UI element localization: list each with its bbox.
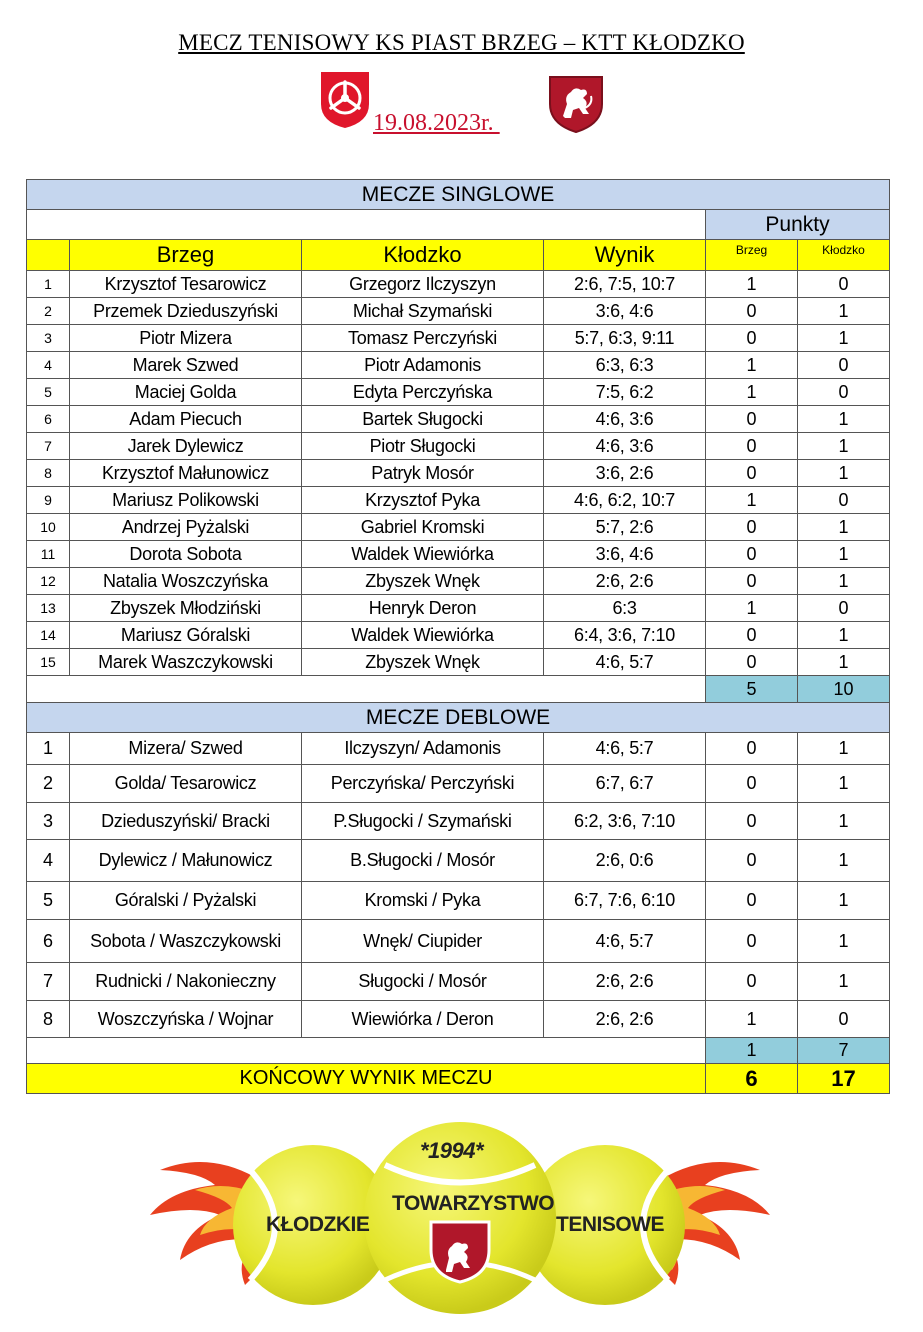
match-score: 6:3, 6:3	[544, 352, 706, 379]
table-row	[27, 1001, 890, 1038]
match-score: 6:3	[544, 595, 706, 622]
player-brzeg: Natalia Woszczyńska	[70, 568, 302, 595]
table-row	[27, 487, 890, 514]
logo-center-word: TOWARZYSTWO	[392, 1192, 555, 1215]
player-brzeg: Krzysztof Tesarowicz	[70, 271, 302, 298]
points-brzeg: 0	[706, 733, 798, 765]
points-klodzko: 1	[798, 541, 890, 568]
player-klodzko: Krzysztof Pyka	[302, 487, 544, 514]
match-score: 6:7, 6:7	[544, 765, 706, 803]
points-brzeg: 0	[706, 882, 798, 920]
player-klodzko: Gabriel Kromski	[302, 514, 544, 541]
row-number: 3	[27, 325, 70, 352]
player-brzeg: Dzieduszyński/ Bracki	[70, 803, 302, 840]
logo-year: *1994*	[420, 1138, 484, 1163]
match-score: 5:7, 6:3, 9:11	[544, 325, 706, 352]
player-klodzko: Michał Szymański	[302, 298, 544, 325]
player-klodzko: Piotr Sługocki	[302, 433, 544, 460]
player-brzeg: Piotr Mizera	[70, 325, 302, 352]
player-brzeg: Krzysztof Małunowicz	[70, 460, 302, 487]
klodzko-lion-crest-icon	[431, 1222, 489, 1282]
table-row	[27, 840, 890, 882]
player-klodzko: Waldek Wiewiórka	[302, 622, 544, 649]
match-score: 4:6, 5:7	[544, 733, 706, 765]
points-brzeg: 0	[706, 514, 798, 541]
singles-totals-blank	[27, 676, 706, 703]
points-klodzko: 0	[798, 487, 890, 514]
table-row	[27, 541, 890, 568]
points-brzeg: 1	[706, 595, 798, 622]
match-score: 2:6, 2:6	[544, 568, 706, 595]
points-brzeg: 1	[706, 487, 798, 514]
player-klodzko: Grzegorz Ilczyszyn	[302, 271, 544, 298]
points-klodzko: 1	[798, 568, 890, 595]
points-klodzko: 1	[798, 622, 890, 649]
doubles-totals-blank	[27, 1038, 706, 1064]
points-klodzko: 0	[798, 352, 890, 379]
points-klodzko: 1	[798, 406, 890, 433]
player-brzeg: Golda/ Tesarowicz	[70, 765, 302, 803]
table-row	[27, 568, 890, 595]
row-number: 9	[27, 487, 70, 514]
table-row	[27, 406, 890, 433]
player-klodzko: Zbyszek Wnęk	[302, 649, 544, 676]
doubles-total-klodzko: 7	[798, 1038, 890, 1064]
player-klodzko: Wiewiórka / Deron	[302, 1001, 544, 1038]
player-klodzko: Sługocki / Mosór	[302, 963, 544, 1001]
points-brzeg: 0	[706, 325, 798, 352]
row-number: 2	[27, 765, 70, 803]
player-klodzko: Perczyńska/ Perczyński	[302, 765, 544, 803]
player-brzeg: Mariusz Polikowski	[70, 487, 302, 514]
match-date: 19.08.2023r.	[373, 110, 500, 136]
klodzko-lion-crest-icon	[547, 74, 605, 134]
points-brzeg: 0	[706, 460, 798, 487]
player-brzeg: Zbyszek Młodziński	[70, 595, 302, 622]
player-brzeg: Maciej Golda	[70, 379, 302, 406]
column-header-brzeg: Brzeg	[70, 240, 302, 271]
column-header-score: Wynik	[544, 240, 706, 271]
row-number: 3	[27, 803, 70, 840]
points-brzeg: 0	[706, 765, 798, 803]
points-brzeg: 0	[706, 649, 798, 676]
table-row	[27, 595, 890, 622]
doubles-total-brzeg: 1	[706, 1038, 798, 1064]
match-score: 3:6, 4:6	[544, 298, 706, 325]
final-result-label: KOŃCOWY WYNIK MECZU	[27, 1064, 706, 1094]
player-brzeg: Przemek Dzieduszyński	[70, 298, 302, 325]
player-brzeg: Mizera/ Szwed	[70, 733, 302, 765]
player-klodzko: Wnęk/ Ciupider	[302, 920, 544, 963]
points-klodzko: 1	[798, 840, 890, 882]
player-brzeg: Rudnicki / Nakonieczny	[70, 963, 302, 1001]
final-score-brzeg: 6	[706, 1064, 798, 1094]
blank-cell	[27, 210, 706, 240]
results-table	[26, 179, 890, 1094]
row-number: 4	[27, 352, 70, 379]
table-row	[27, 803, 890, 840]
points-brzeg: 0	[706, 963, 798, 1001]
row-number: 15	[27, 649, 70, 676]
row-number: 4	[27, 840, 70, 882]
match-score: 3:6, 2:6	[544, 460, 706, 487]
column-header-points-klodzko: Kłodzko	[798, 240, 890, 271]
points-brzeg: 1	[706, 379, 798, 406]
match-score: 6:4, 3:6, 7:10	[544, 622, 706, 649]
table-row	[27, 271, 890, 298]
player-brzeg: Marek Szwed	[70, 352, 302, 379]
row-number: 14	[27, 622, 70, 649]
match-score: 4:6, 6:2, 10:7	[544, 487, 706, 514]
player-klodzko: Ilczyszyn/ Adamonis	[302, 733, 544, 765]
final-score-klodzko: 17	[798, 1064, 890, 1094]
points-klodzko: 1	[798, 733, 890, 765]
row-number: 12	[27, 568, 70, 595]
match-score: 3:6, 4:6	[544, 541, 706, 568]
player-klodzko: Patryk Mosór	[302, 460, 544, 487]
row-number: 5	[27, 379, 70, 406]
table-row	[27, 352, 890, 379]
table-row	[27, 963, 890, 1001]
points-brzeg: 0	[706, 568, 798, 595]
row-number: 8	[27, 460, 70, 487]
row-number: 6	[27, 920, 70, 963]
row-number: 6	[27, 406, 70, 433]
points-klodzko: 1	[798, 460, 890, 487]
match-score: 2:6, 2:6	[544, 1001, 706, 1038]
points-brzeg: 0	[706, 406, 798, 433]
player-klodzko: Kromski / Pyka	[302, 882, 544, 920]
singles-total-klodzko: 10	[798, 676, 890, 703]
player-brzeg: Dorota Sobota	[70, 541, 302, 568]
row-number: 11	[27, 541, 70, 568]
table-row	[27, 920, 890, 963]
match-score: 5:7, 2:6	[544, 514, 706, 541]
row-number: 2	[27, 298, 70, 325]
points-klodzko: 1	[798, 920, 890, 963]
match-score: 2:6, 2:6	[544, 963, 706, 1001]
player-brzeg: Jarek Dylewicz	[70, 433, 302, 460]
match-score: 6:7, 7:6, 6:10	[544, 882, 706, 920]
points-klodzko: 0	[798, 1001, 890, 1038]
column-header-points-brzeg: Brzeg	[706, 240, 798, 271]
table-row	[27, 649, 890, 676]
table-row	[27, 882, 890, 920]
points-klodzko: 1	[798, 433, 890, 460]
player-brzeg: Andrzej Pyżalski	[70, 514, 302, 541]
player-klodzko: Tomasz Perczyński	[302, 325, 544, 352]
points-klodzko: 1	[798, 649, 890, 676]
table-row	[27, 733, 890, 765]
player-klodzko: Piotr Adamonis	[302, 352, 544, 379]
match-score: 6:2, 3:6, 7:10	[544, 803, 706, 840]
table-row	[27, 622, 890, 649]
logo-left-word: KŁODZKIE	[266, 1213, 370, 1236]
player-brzeg: Dylewicz / Małunowicz	[70, 840, 302, 882]
table-row	[27, 298, 890, 325]
player-klodzko: Henryk Deron	[302, 595, 544, 622]
player-brzeg: Adam Piecuch	[70, 406, 302, 433]
points-brzeg: 1	[706, 271, 798, 298]
points-brzeg: 0	[706, 433, 798, 460]
points-brzeg: 0	[706, 622, 798, 649]
points-klodzko: 1	[798, 325, 890, 352]
points-brzeg: 0	[706, 920, 798, 963]
player-brzeg: Sobota / Waszczykowski	[70, 920, 302, 963]
player-brzeg: Woszczyńska / Wojnar	[70, 1001, 302, 1038]
piast-brzeg-crest-icon	[319, 70, 371, 130]
logo-right-word: TENISOWE	[556, 1213, 665, 1236]
match-score: 4:6, 5:7	[544, 920, 706, 963]
match-score: 4:6, 3:6	[544, 433, 706, 460]
points-klodzko: 0	[798, 379, 890, 406]
points-brzeg: 0	[706, 298, 798, 325]
number-header	[27, 240, 70, 271]
points-brzeg: 0	[706, 803, 798, 840]
doubles-section-title: MECZE DEBLOWE	[27, 703, 890, 733]
match-score: 7:5, 6:2	[544, 379, 706, 406]
points-klodzko: 1	[798, 298, 890, 325]
player-brzeg: Mariusz Góralski	[70, 622, 302, 649]
column-header-klodzko: Kłodzko	[302, 240, 544, 271]
points-klodzko: 0	[798, 271, 890, 298]
player-brzeg: Marek Waszczykowski	[70, 649, 302, 676]
row-number: 13	[27, 595, 70, 622]
table-row	[27, 433, 890, 460]
player-brzeg: Góralski / Pyżalski	[70, 882, 302, 920]
player-klodzko: P.Sługocki / Szymański	[302, 803, 544, 840]
table-row	[27, 325, 890, 352]
table-row	[27, 460, 890, 487]
points-klodzko: 1	[798, 514, 890, 541]
table-row	[27, 379, 890, 406]
singles-total-brzeg: 5	[706, 676, 798, 703]
page-title: MECZ TENISOWY KS PIAST BRZEG – KTT KŁODZKO	[178, 30, 745, 55]
match-score: 2:6, 7:5, 10:7	[544, 271, 706, 298]
points-brzeg: 1	[706, 352, 798, 379]
singles-section-title: MECZE SINGLOWE	[27, 180, 890, 210]
player-klodzko: B.Sługocki / Mosór	[302, 840, 544, 882]
row-number: 1	[27, 733, 70, 765]
row-number: 7	[27, 963, 70, 1001]
points-label: Punkty	[706, 210, 890, 240]
table-row	[27, 514, 890, 541]
table-row	[27, 765, 890, 803]
player-klodzko: Bartek Sługocki	[302, 406, 544, 433]
player-klodzko: Edyta Perczyńska	[302, 379, 544, 406]
points-klodzko: 0	[798, 595, 890, 622]
player-klodzko: Zbyszek Wnęk	[302, 568, 544, 595]
match-score: 4:6, 5:7	[544, 649, 706, 676]
row-number: 10	[27, 514, 70, 541]
points-brzeg: 0	[706, 541, 798, 568]
player-klodzko: Waldek Wiewiórka	[302, 541, 544, 568]
row-number: 5	[27, 882, 70, 920]
points-klodzko: 1	[798, 765, 890, 803]
points-klodzko: 1	[798, 803, 890, 840]
row-number: 1	[27, 271, 70, 298]
row-number: 8	[27, 1001, 70, 1038]
match-score: 2:6, 0:6	[544, 840, 706, 882]
points-brzeg: 1	[706, 1001, 798, 1038]
row-number: 7	[27, 433, 70, 460]
match-score: 4:6, 3:6	[544, 406, 706, 433]
points-klodzko: 1	[798, 963, 890, 1001]
points-brzeg: 0	[706, 840, 798, 882]
points-klodzko: 1	[798, 882, 890, 920]
